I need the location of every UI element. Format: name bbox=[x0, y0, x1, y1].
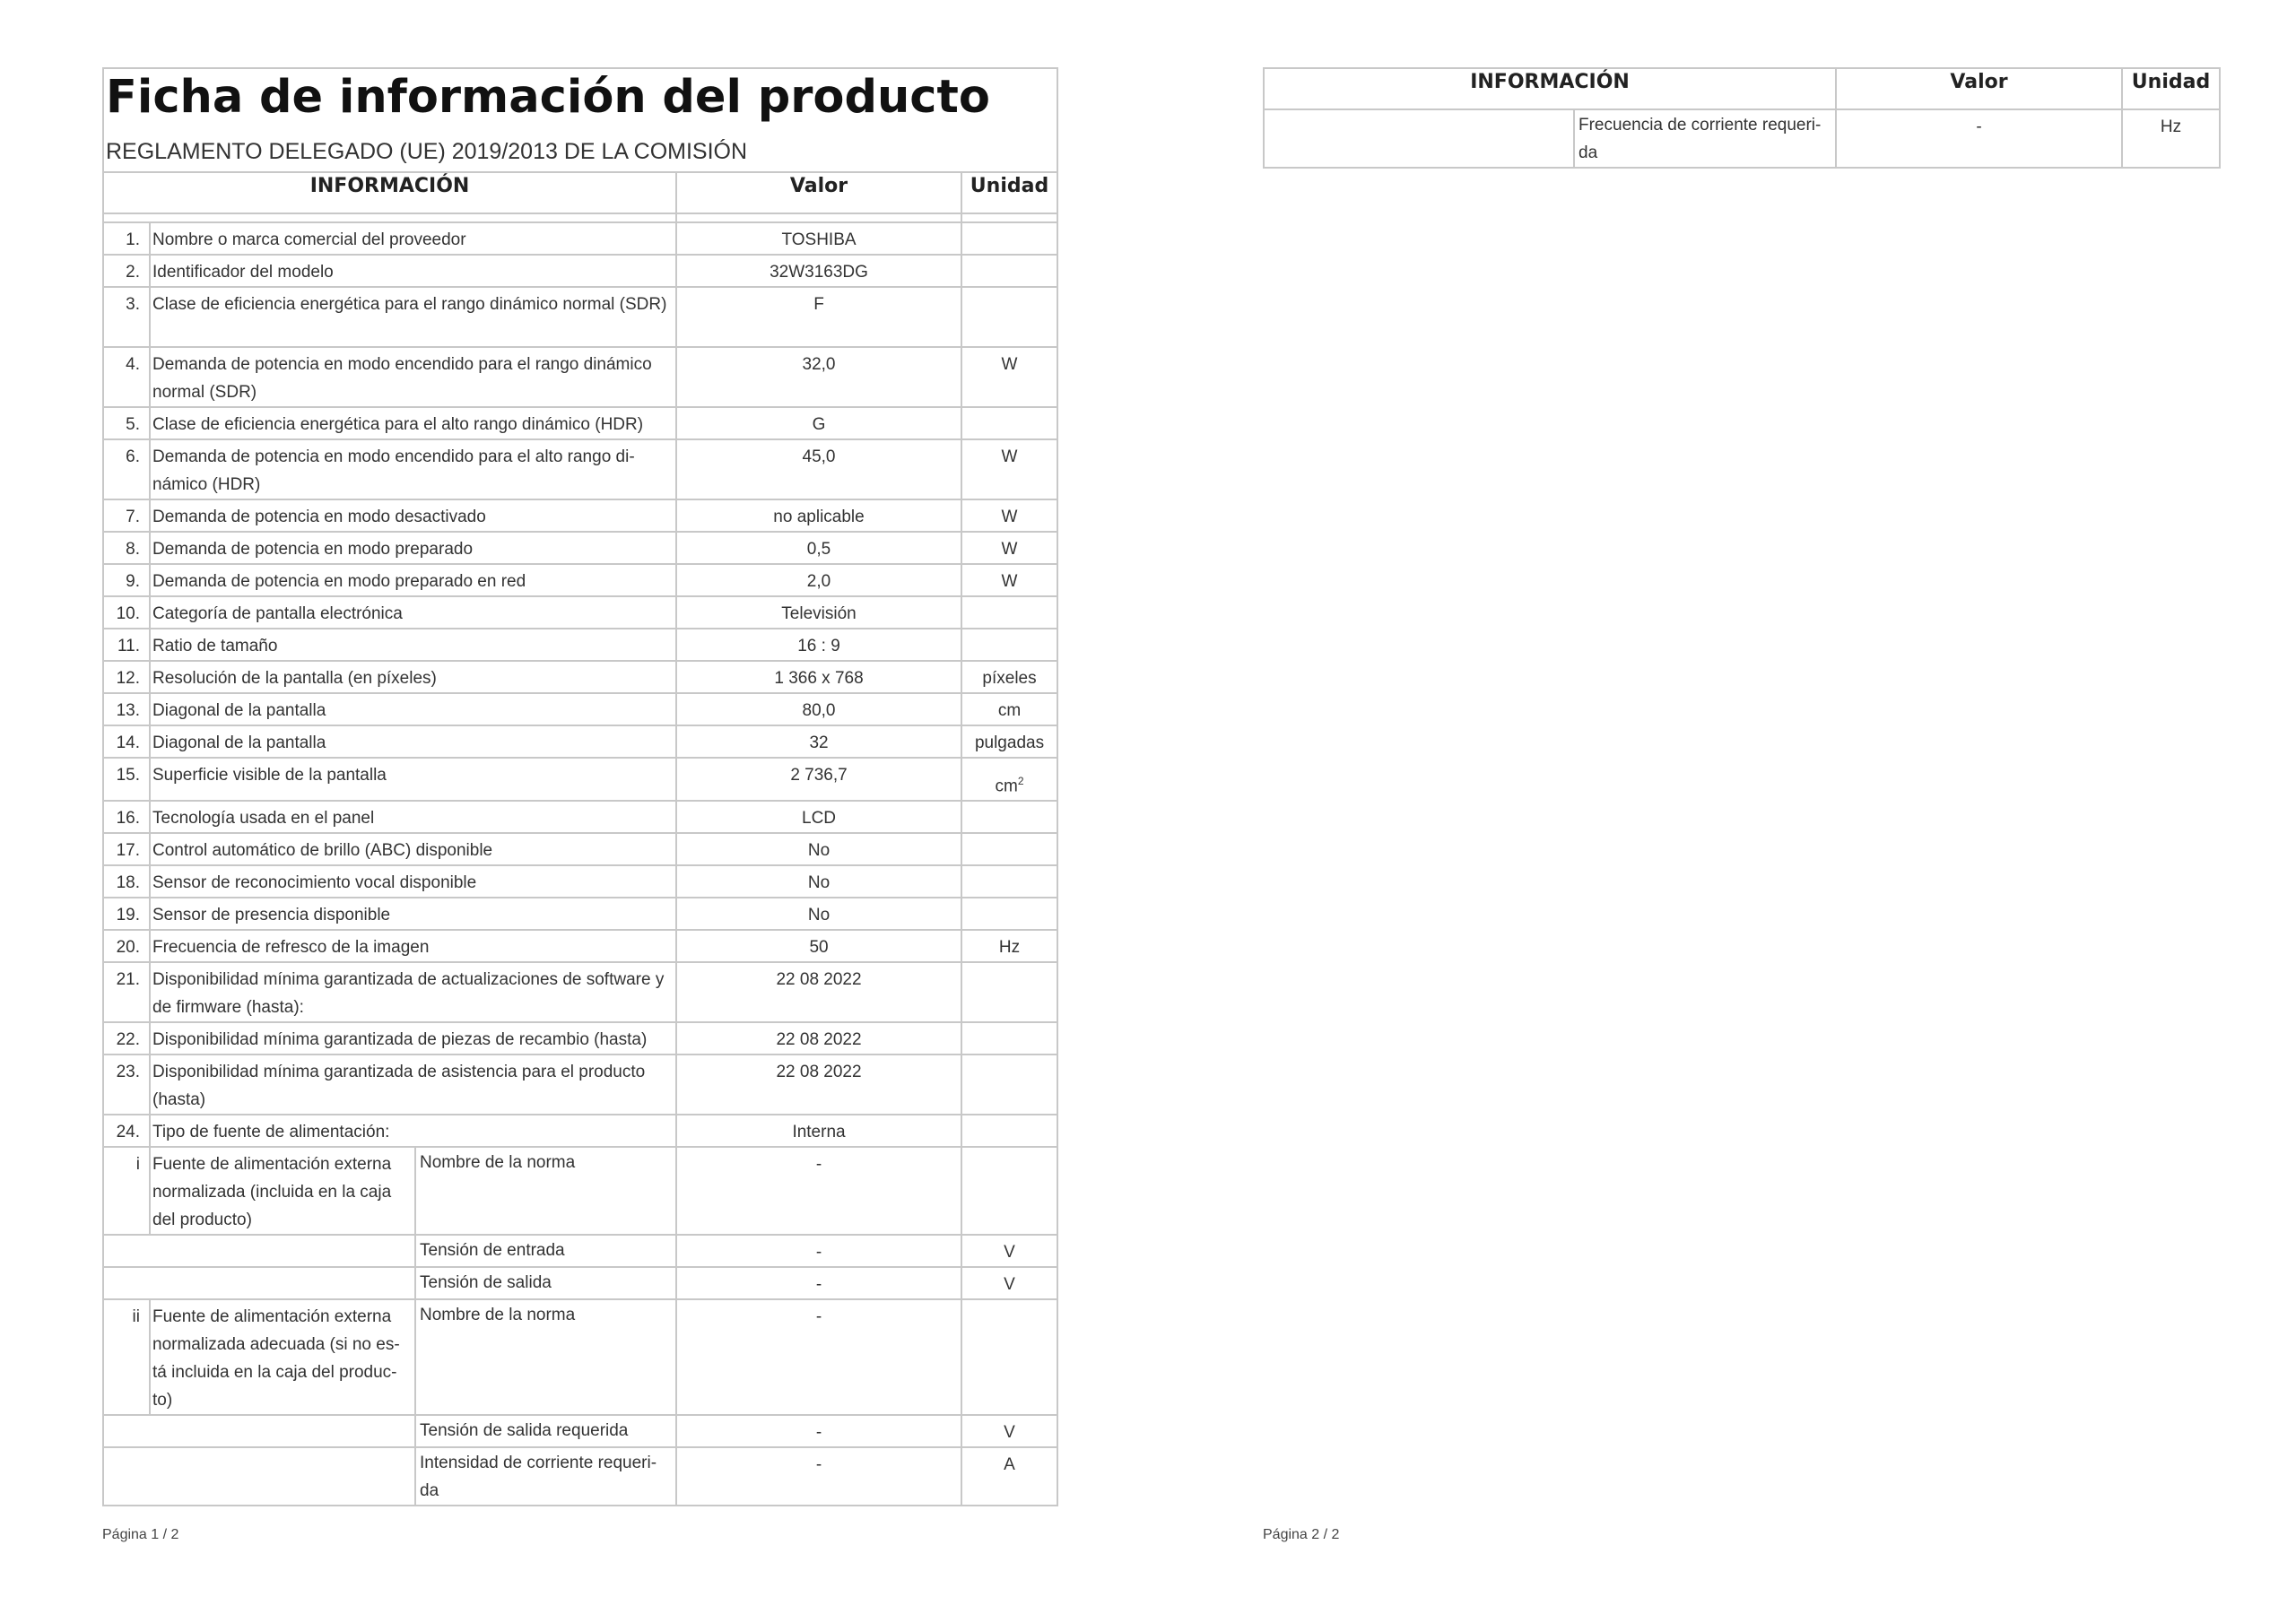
row-unit bbox=[961, 347, 1057, 407]
row-label: Categoría de pantalla electrónica bbox=[150, 596, 676, 629]
blank-cell bbox=[103, 1415, 415, 1447]
row-number: 9. bbox=[103, 564, 150, 596]
page-1 bbox=[102, 67, 1058, 1542]
row-label: Tecnología usada en el panel bbox=[150, 801, 676, 833]
table-row bbox=[103, 596, 1057, 629]
row-label: Tipo de fuente de alimentación: bbox=[150, 1115, 676, 1147]
row-label: Demanda de potencia en modo encendido para el alto rango di-námico (HDR) bbox=[150, 439, 676, 499]
psu-unit bbox=[961, 1147, 1057, 1235]
row-unit-text: píxeles bbox=[982, 669, 1037, 688]
table-row bbox=[1264, 109, 2220, 168]
table-row bbox=[103, 499, 1057, 532]
psu-row bbox=[103, 1415, 1057, 1447]
row-unit bbox=[961, 725, 1057, 758]
row-unit: Hz bbox=[2122, 109, 2220, 168]
row-value: 32 bbox=[676, 725, 961, 758]
blank-cell bbox=[103, 1235, 415, 1267]
table-row bbox=[103, 758, 1057, 801]
row-number: 24. bbox=[103, 1115, 150, 1147]
row-value: 45,0 bbox=[676, 439, 961, 499]
row-number: 3. bbox=[103, 287, 150, 347]
row-number: 22. bbox=[103, 1022, 150, 1055]
page-2 bbox=[1263, 67, 2219, 1542]
row-value: TOSHIBA bbox=[676, 222, 961, 255]
row-label: Resolución de la pantalla (en píxeles) bbox=[150, 661, 676, 693]
row-value: - bbox=[1836, 109, 2122, 168]
row-unit bbox=[961, 1055, 1057, 1115]
blank-cell bbox=[103, 1267, 415, 1299]
row-value: 32,0 bbox=[676, 347, 961, 407]
row-unit bbox=[961, 287, 1057, 347]
row-unit bbox=[961, 865, 1057, 898]
row-unit bbox=[961, 222, 1057, 255]
row-unit bbox=[961, 661, 1057, 693]
row-label: Identificador del modelo bbox=[150, 255, 676, 287]
row-value: 16 : 9 bbox=[676, 629, 961, 661]
header-value: Valor bbox=[676, 172, 961, 213]
row-label: Demanda de potencia en modo preparado bbox=[150, 532, 676, 564]
psu-row bbox=[103, 1447, 1057, 1506]
table-row bbox=[103, 725, 1057, 758]
row-unit-text: cm bbox=[995, 777, 1018, 796]
table-row bbox=[103, 962, 1057, 1022]
row-value: no aplicable bbox=[676, 499, 961, 532]
psu-row bbox=[103, 1267, 1057, 1299]
row-value: 22 08 2022 bbox=[676, 1055, 961, 1115]
psu-sub-label: Tensión de salida bbox=[415, 1267, 676, 1299]
row-unit bbox=[961, 532, 1057, 564]
row-value: No bbox=[676, 898, 961, 930]
unit-superscript: 2 bbox=[1017, 775, 1024, 787]
row-label: Superficie visible de la pantalla bbox=[150, 758, 676, 801]
row-number: 18. bbox=[103, 865, 150, 898]
row-number: 21. bbox=[103, 962, 150, 1022]
row-label: Nombre o marca comercial del proveedor bbox=[150, 222, 676, 255]
row-number: 11. bbox=[103, 629, 150, 661]
row-value: 22 08 2022 bbox=[676, 1022, 961, 1055]
psu-label: Fuente de alimentación externa normalizada adecuada (si no es-tá incluida en la caja del produc-to) bbox=[150, 1299, 415, 1415]
table-row bbox=[103, 564, 1057, 596]
table-row bbox=[103, 693, 1057, 725]
header-value: Valor bbox=[1836, 68, 2122, 109]
row-unit-text: W bbox=[1001, 572, 1018, 591]
row-unit bbox=[961, 596, 1057, 629]
row-number: 13. bbox=[103, 693, 150, 725]
row-unit bbox=[961, 439, 1057, 499]
psu-number: ii bbox=[103, 1299, 150, 1415]
document-subtitle: REGLAMENTO DELEGADO (UE) 2019/2013 DE LA COMISIÓN bbox=[106, 139, 748, 164]
row-value: 80,0 bbox=[676, 693, 961, 725]
row-value: Interna bbox=[676, 1115, 961, 1147]
row-label: Demanda de potencia en modo encendido para el rango dinámico normal (SDR) bbox=[150, 347, 676, 407]
row-value: 1 366 x 768 bbox=[676, 661, 961, 693]
row-number: 6. bbox=[103, 439, 150, 499]
table-row bbox=[103, 255, 1057, 287]
row-label: Demanda de potencia en modo desactivado bbox=[150, 499, 676, 532]
row-value: 32W3163DG bbox=[676, 255, 961, 287]
table-row bbox=[103, 801, 1057, 833]
row-unit-text: Hz bbox=[998, 938, 1021, 958]
psu-label: Fuente de alimentación externa normalizada (incluida en la caja del producto) bbox=[150, 1147, 415, 1235]
row-number: 12. bbox=[103, 661, 150, 693]
psu-unit bbox=[961, 1299, 1057, 1415]
document-title: Ficha de información del producto bbox=[106, 71, 990, 124]
row-value: 2,0 bbox=[676, 564, 961, 596]
psu-value: - bbox=[676, 1447, 961, 1506]
table-row bbox=[103, 833, 1057, 865]
table-row bbox=[103, 1055, 1057, 1115]
row-value: LCD bbox=[676, 801, 961, 833]
row-blank-cell bbox=[1264, 109, 1574, 168]
row-label: Disponibilidad mínima garantizada de actualizaciones de software y de firmware (hasta): bbox=[150, 962, 676, 1022]
row-unit bbox=[961, 962, 1057, 1022]
psu-unit: V bbox=[961, 1235, 1057, 1267]
spacer-row bbox=[103, 213, 1057, 222]
table-row bbox=[103, 1115, 1057, 1147]
row-number: 10. bbox=[103, 596, 150, 629]
table-row bbox=[103, 287, 1057, 347]
row-unit bbox=[961, 255, 1057, 287]
psu-value: - bbox=[676, 1267, 961, 1299]
row-value: 50 bbox=[676, 930, 961, 962]
row-number: 7. bbox=[103, 499, 150, 532]
row-label: Sensor de presencia disponible bbox=[150, 898, 676, 930]
row-value: No bbox=[676, 865, 961, 898]
row-number: 2. bbox=[103, 255, 150, 287]
row-label: Disponibilidad mínima garantizada de asistencia para el producto (hasta) bbox=[150, 1055, 676, 1115]
row-value: 0,5 bbox=[676, 532, 961, 564]
row-unit bbox=[961, 758, 1057, 801]
table-row bbox=[103, 930, 1057, 962]
header-unit: Unidad bbox=[2122, 68, 2220, 109]
row-unit bbox=[961, 1115, 1057, 1147]
row-value: Televisión bbox=[676, 596, 961, 629]
blank-cell bbox=[103, 1447, 415, 1506]
psu-sub-label: Tensión de salida requerida bbox=[415, 1415, 676, 1447]
psu-value: - bbox=[676, 1147, 961, 1235]
row-label: Demanda de potencia en modo preparado en red bbox=[150, 564, 676, 596]
row-unit-text: W bbox=[1001, 508, 1018, 526]
row-label: Frecuencia de refresco de la imagen bbox=[150, 930, 676, 962]
row-unit-text: W bbox=[1001, 355, 1018, 374]
psu-unit: A bbox=[961, 1447, 1057, 1506]
row-unit-text: W bbox=[1001, 540, 1018, 559]
table-row bbox=[103, 407, 1057, 439]
table-row bbox=[103, 222, 1057, 255]
row-label: Sensor de reconocimiento vocal disponible bbox=[150, 865, 676, 898]
row-number: 23. bbox=[103, 1055, 150, 1115]
row-value: F bbox=[676, 287, 961, 347]
row-unit bbox=[961, 499, 1057, 532]
row-number: 16. bbox=[103, 801, 150, 833]
row-unit-text: W bbox=[1001, 447, 1018, 466]
row-unit bbox=[961, 833, 1057, 865]
row-number: 15. bbox=[103, 758, 150, 801]
psu-unit: V bbox=[961, 1267, 1057, 1299]
product-info-table-continued bbox=[1263, 67, 2221, 169]
row-label: Diagonal de la pantalla bbox=[150, 725, 676, 758]
row-unit bbox=[961, 564, 1057, 596]
psu-value: - bbox=[676, 1299, 961, 1415]
psu-sub-label: Intensidad de corriente requeri-da bbox=[415, 1447, 676, 1506]
document-header bbox=[102, 67, 1058, 171]
row-number: 20. bbox=[103, 930, 150, 962]
psu-sub-label: Nombre de la norma bbox=[415, 1299, 676, 1415]
table-row bbox=[103, 1022, 1057, 1055]
row-label: Disponibilidad mínima garantizada de piezas de recambio (hasta) bbox=[150, 1022, 676, 1055]
psu-number: i bbox=[103, 1147, 150, 1235]
row-unit-text: cm bbox=[997, 701, 1022, 720]
row-number: 8. bbox=[103, 532, 150, 564]
row-unit bbox=[961, 407, 1057, 439]
row-unit bbox=[961, 629, 1057, 661]
row-unit-text: pulgadas bbox=[974, 733, 1045, 752]
row-number: 4. bbox=[103, 347, 150, 407]
row-label: Diagonal de la pantalla bbox=[150, 693, 676, 725]
header-information: INFORMACIÓN bbox=[103, 172, 676, 213]
row-unit bbox=[961, 1022, 1057, 1055]
row-label: Clase de eficiencia energética para el rango dinámico normal (SDR) bbox=[150, 287, 676, 347]
header-unit: Unidad bbox=[961, 172, 1057, 213]
psu-unit: V bbox=[961, 1415, 1057, 1447]
row-number: 17. bbox=[103, 833, 150, 865]
row-value: No bbox=[676, 833, 961, 865]
table-row bbox=[103, 661, 1057, 693]
header-information: INFORMACIÓN bbox=[1264, 68, 1836, 109]
row-value: 2 736,7 bbox=[676, 758, 961, 801]
table-row bbox=[103, 865, 1057, 898]
psu-value: - bbox=[676, 1235, 961, 1267]
row-unit bbox=[961, 898, 1057, 930]
row-label: Frecuencia de corriente requeri-da bbox=[1574, 109, 1836, 168]
row-number: 5. bbox=[103, 407, 150, 439]
product-info-table bbox=[102, 171, 1058, 1506]
row-unit bbox=[961, 693, 1057, 725]
table-body bbox=[103, 213, 1057, 1506]
psu-row bbox=[103, 1235, 1057, 1267]
row-number: 19. bbox=[103, 898, 150, 930]
row-number: 14. bbox=[103, 725, 150, 758]
row-label: Ratio de tamaño bbox=[150, 629, 676, 661]
table-row bbox=[103, 439, 1057, 499]
row-label: Clase de eficiencia energética para el alto rango dinámico (HDR) bbox=[150, 407, 676, 439]
row-unit bbox=[961, 930, 1057, 962]
table-row bbox=[103, 532, 1057, 564]
row-label: Control automático de brillo (ABC) disponible bbox=[150, 833, 676, 865]
psu-sub-label: Tensión de entrada bbox=[415, 1235, 676, 1267]
page-number: Página 1 / 2 bbox=[102, 1527, 179, 1542]
row-value: G bbox=[676, 407, 961, 439]
row-value: 22 08 2022 bbox=[676, 962, 961, 1022]
page-number: Página 2 / 2 bbox=[1263, 1527, 1340, 1542]
psu-value: - bbox=[676, 1415, 961, 1447]
psu-row bbox=[103, 1147, 1057, 1235]
psu-sub-label: Nombre de la norma bbox=[415, 1147, 676, 1235]
table-row bbox=[103, 898, 1057, 930]
row-number: 1. bbox=[103, 222, 150, 255]
row-unit bbox=[961, 801, 1057, 833]
psu-row bbox=[103, 1299, 1057, 1415]
table-row bbox=[103, 629, 1057, 661]
table-row bbox=[103, 347, 1057, 407]
